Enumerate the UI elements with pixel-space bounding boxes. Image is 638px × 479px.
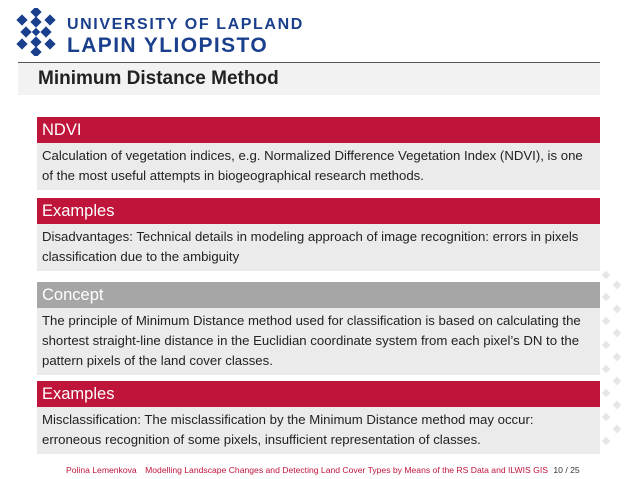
snowflake-logo-icon [14,8,58,56]
block-heading: NDVI [37,117,600,143]
block-examples-1 [37,198,600,271]
block-body: The principle of Minimum Distance method used for classification is based on calculating the shortest straight-line distance in the Euclidian coordinate system from each pixel’s DN to the pattern pixels of the land cover classes. [37,308,600,375]
footer-page-number: 10 / 25 [553,465,580,475]
block-concept [37,282,600,375]
block-heading: Examples [37,381,600,407]
slide-title: Minimum Distance Method [38,68,279,89]
footer-author: Polina Lemenkova [66,465,137,475]
slide-footer [66,465,580,475]
block-heading: Examples [37,198,600,224]
block-body: Calculation of vegetation indices, e.g. Normalized Difference Vegetation Index (NDVI), is one of the most useful attempts in biogeographical research methods. [37,143,600,190]
block-body: Misclassification: The misclassification by the Minimum Distance method may occur: erroneous recognition of some pixels, insufficient representation of classes. [37,407,600,454]
block-heading: Concept [37,282,600,308]
footer-talk-title: Modelling Landscape Changes and Detecting Land Cover Types by Means of the RS Data and ILWIS GIS [145,465,548,475]
logo-line-yliopisto: LAPIN YLIOPISTO [67,34,269,57]
slide-title-bar [18,63,600,95]
block-body: Disadvantages: Technical details in modeling approach of image recognition: errors in pixels classification due to the ambiguity [37,224,600,271]
university-logo [14,8,314,58]
block-examples-2 [37,381,600,454]
logo-line-university: UNIVERSITY OF LAPLAND [67,16,304,33]
block-ndvi [37,117,600,190]
decorative-pattern-icon [600,268,624,458]
